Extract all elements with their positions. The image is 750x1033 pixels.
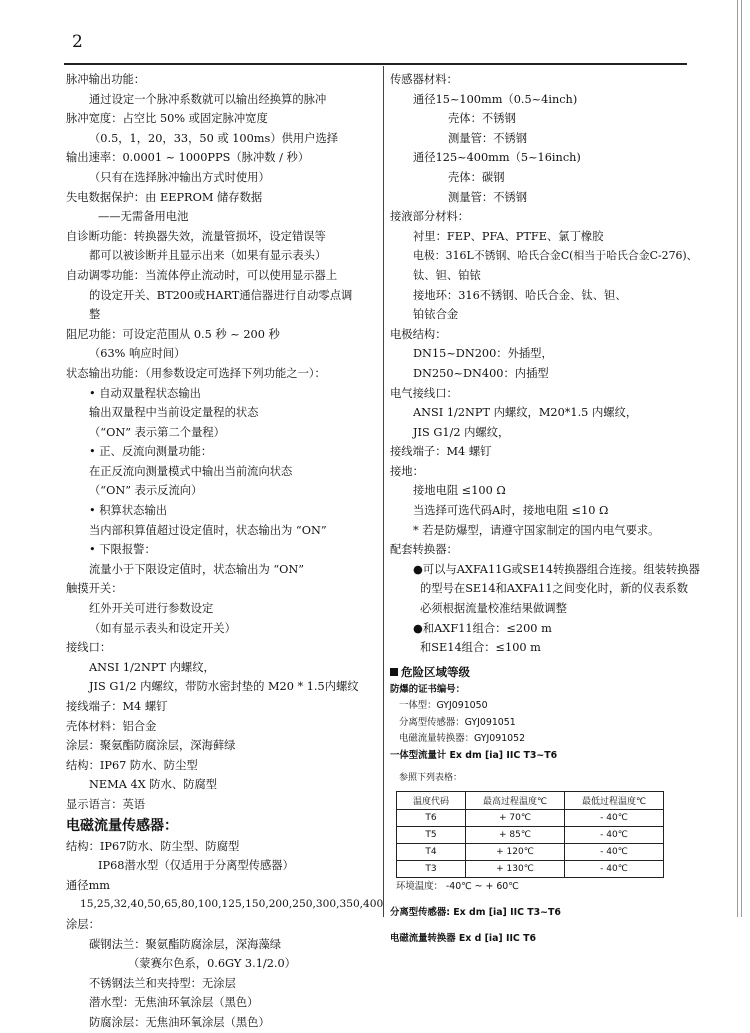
converter-ex-marking: 电磁流量转换器 Ex d [ia] IIC T6: [390, 933, 536, 945]
right-column: [390, 70, 700, 948]
column-header: 最低过程温度℃: [565, 791, 664, 809]
spec-line: （“ON” 表示反流向）: [89, 484, 203, 498]
table-cell: - 40℃: [565, 860, 664, 877]
spec-heading: 接线口：: [66, 641, 112, 655]
spec-line: （“ON” 表示第二个量程）: [89, 425, 225, 439]
spec-heading: 失电数据保护：由 EEPROM 储存数据: [66, 190, 263, 204]
table-cell: T6: [397, 809, 466, 826]
spec-heading: 接线端子：M4 螺钉: [66, 700, 168, 713]
spec-line: ANSI 1/2NPT 内螺纹，M20*1.5 内螺纹，: [413, 406, 638, 420]
spec-line: 接地电阻 ≤100 Ω: [413, 484, 506, 498]
spec-line: 测量管：不锈钢: [448, 131, 528, 145]
spec-line: IP68潜水型（仅适用于分离型传感器）: [98, 859, 294, 873]
spec-heading: 电气接线口：: [390, 386, 458, 400]
table-cell: T4: [397, 843, 466, 860]
spec-line: 通径15~100mm（0.5~4inch): [413, 92, 578, 106]
spec-line: （0.5，1，20，33，50 或 100ms）供用户选择: [89, 131, 339, 145]
spec-line: 红外开关可进行参数设定: [89, 602, 214, 616]
table-cell: - 40℃: [565, 809, 664, 826]
spec-heading: 脉冲宽度：占空比 50% 或固定脉冲宽度: [66, 112, 268, 126]
spec-line: （如有显示表头和设定开关）: [89, 621, 236, 635]
spec-heading: 结构：IP67 防水、防尘型: [66, 758, 198, 772]
column-divider: [383, 66, 384, 917]
spec-line: ANSI 1/2NPT 内螺纹，: [89, 660, 215, 674]
spec-line: 不锈钢法兰和夹持型：无涂层: [89, 976, 236, 990]
table-cell: - 40℃: [565, 843, 664, 860]
spec-line: 流量小于下限设定值时，状态输出为 “ON”: [89, 562, 305, 576]
table-header-row: [397, 791, 664, 809]
spec-line: 整: [89, 308, 101, 322]
spec-heading: 状态输出功能：（用参数设定可选择下列功能之一）：: [66, 366, 326, 380]
table-caption: 参照下列表格：: [399, 773, 463, 784]
spec-heading: 接地：: [390, 464, 424, 478]
spec-line: * 若是防爆型，请遵守国家制定的国内电气要求。: [413, 523, 660, 537]
cert-integral: 一体型：GYJ091050: [399, 700, 488, 712]
table-row: [397, 860, 664, 877]
bullet-item: • 自动双量程状态输出: [89, 386, 201, 400]
spec-heading: 脉冲输出功能：: [66, 73, 146, 86]
spec-heading: 壳体材料：铝合金: [66, 719, 157, 733]
spec-line: 潜水型：无焦油环氧涂层（黑色）: [89, 996, 259, 1010]
temperature-class-table: [396, 791, 664, 878]
table-cell: - 40℃: [565, 826, 664, 843]
table-cell: + 85℃: [466, 826, 565, 843]
bullet-item: ●和AXF11组合：≤200 m: [413, 621, 552, 635]
spec-line: 衬里：FEP、PFA、PTFE、氯丁橡胶: [413, 229, 604, 243]
hazardous-area-title: 危险区域等级: [390, 662, 690, 682]
spec-line: 在正反流向测量模式中输出当前流向状态: [89, 464, 293, 478]
spec-line: ——无需备用电池: [98, 210, 189, 224]
spec-heading: 自诊断功能：转换器失效，流量管损坏，设定错误等: [66, 229, 326, 243]
section-title: 电磁流量传感器：: [66, 817, 178, 834]
table-cell: + 130℃: [466, 860, 565, 877]
header-rule: [64, 63, 687, 65]
spec-line: DN15~DN200：外插型，: [413, 347, 553, 361]
spec-line: 必须根据流量校准结果做调整: [420, 602, 567, 616]
table-cell: + 70℃: [466, 809, 565, 826]
spec-heading: 输出速率：0.0001 ~ 1000PPS（脉冲数 / 秒）: [66, 151, 310, 165]
spec-line: 和SE14组合：≤100 m: [420, 641, 541, 655]
spec-line: （只有在选择脉冲输出方式时使用）: [89, 170, 270, 184]
cert-label: 防爆的证书编号：: [390, 683, 466, 695]
spec-line: JIS G1/2 内螺纹，: [413, 425, 510, 439]
bullet-item: • 正、反流向测量功能：: [89, 445, 213, 459]
spec-heading: 显示语言：英语: [66, 797, 146, 811]
cert-remote-sensor: 分离型传感器：GYJ091051: [399, 716, 516, 728]
spec-line: 通过设定一个脉冲系数就可以输出经换算的脉冲: [89, 92, 327, 106]
spec-line: 接地环：316不锈钢、哈氏合金、钛、钽、: [413, 288, 627, 302]
spec-line: 壳体：碳钢: [448, 170, 505, 184]
bullet-item: ●可以与AXFA11G或SE14转换器组合连接。组装转换器: [413, 562, 700, 576]
spec-line: 的设定开关、BT200或HART通信器进行自动零点调: [89, 288, 353, 302]
bullet-item: • 下限报警：: [89, 543, 156, 557]
integral-ex-marking: 一体型流量计 Ex dm [ia] IIC T3~T6: [390, 749, 558, 761]
spec-line: JIS G1/2 内螺纹，带防水密封垫的 M20 * 1.5内螺纹: [89, 680, 359, 694]
spec-line: 钛、钽、铂铱: [413, 268, 481, 282]
square-bullet-icon: [390, 668, 398, 676]
spec-heading: 通径mm: [66, 878, 111, 892]
spec-heading: 电极结构：: [390, 327, 447, 341]
spec-heading: 接液部分材料：: [390, 210, 470, 224]
table-cell: + 120℃: [466, 843, 565, 860]
spec-heading: 涂层：: [66, 917, 100, 931]
column-header: 温度代码: [397, 791, 466, 809]
column-header: 最高过程温度℃: [466, 791, 565, 809]
cert-converter: 电磁流量转换器：GYJ091052: [399, 733, 526, 745]
spec-heading: 配套转换器：: [390, 543, 458, 557]
spec-line: （蒙赛尔色系，0.6GY 3.1/2.0）: [128, 957, 296, 971]
spec-line: （63% 响应时间）: [89, 347, 186, 361]
left-column: [66, 70, 384, 1033]
spec-line: 当内部积算值超过设定值时，状态输出为 “ON”: [89, 523, 327, 537]
spec-line: 输出双量程中当前设定量程的状态: [89, 406, 259, 420]
page-edge-border: [737, 0, 742, 917]
spec-line: 铂铱合金: [413, 308, 459, 322]
spec-heading: 阻尼功能：可设定范围从 0.5 秒 ~ 200 秒: [66, 327, 280, 341]
spec-line: 的型号在SE14和AXFA11之间变化时，新的仪表系数: [420, 582, 688, 596]
bullet-item: • 积算状态输出: [89, 504, 168, 518]
spec-line: 电极：316L不锈钢、哈氏合金C(相当于哈氏合金C-276)、: [413, 249, 698, 263]
spec-line: 碳钢法兰：聚氨酯防腐涂层，深海藻绿: [89, 937, 282, 951]
size-list: 15,25,32,40,50,65,80,100,125,150,200,250,300,350,400: [80, 898, 384, 911]
remote-ex-marking: 分离型传感器: Ex dm [ia] IIC T3~T6: [390, 906, 561, 918]
spec-line: 壳体：不锈钢: [448, 112, 516, 126]
table-row: [397, 809, 664, 826]
spec-heading: 传感器材料：: [390, 73, 458, 86]
table-cell: T3: [397, 860, 466, 877]
page-number: 2: [72, 32, 83, 52]
spec-line: 测量管：不锈钢: [448, 190, 528, 204]
table-row: [397, 843, 664, 860]
spec-line: 都可以被诊断并且显示出来（如果有显示表头）: [89, 249, 327, 263]
table-cell: T5: [397, 826, 466, 843]
spec-line: NEMA 4X 防水、防腐型: [89, 778, 218, 792]
spec-line: 通径125~400mm（5~16inch): [413, 151, 581, 165]
spec-heading: 涂层：聚氨酯防腐涂层，深海藓绿: [66, 739, 236, 753]
spec-heading: 结构：IP67防水、防尘型、防腐型: [66, 839, 240, 853]
spec-heading: 触摸开关：: [66, 582, 123, 596]
spec-line: 防腐涂层：无焦油环氧涂层（黑色）: [89, 1015, 270, 1029]
table-row: [397, 826, 664, 843]
spec-heading: 自动调零功能：当流体停止流动时，可以使用显示器上: [66, 268, 338, 282]
spec-line: 当选择可选代码A时，接地电阻 ≤10 Ω: [413, 504, 609, 518]
ambient-temperature: 环境温度： -40℃ ~ + 60℃: [396, 880, 519, 892]
spec-heading: 接线端子：M4 螺钉: [390, 445, 492, 459]
spec-line: DN250~DN400：内插型: [413, 366, 549, 380]
